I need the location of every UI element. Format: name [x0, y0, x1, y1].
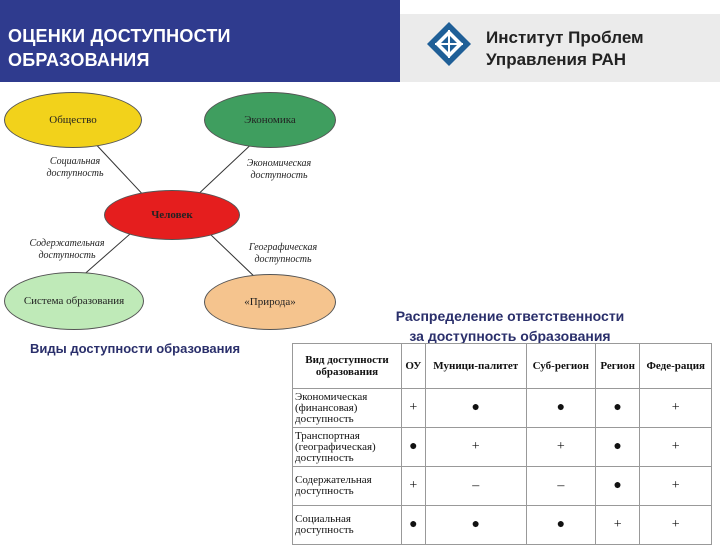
row-label: Социальная доступность	[293, 506, 402, 545]
node-education-system: Система образования	[4, 272, 144, 330]
table-cell: +	[425, 428, 526, 467]
table-cell: ●	[402, 428, 426, 467]
header-title-block	[0, 0, 400, 82]
node-economy: Экономика	[204, 92, 336, 148]
column-header: Регион	[595, 344, 640, 389]
table-cell: ●	[526, 389, 595, 428]
row-label: Экономическая (финансовая) доступность	[293, 389, 402, 428]
table-cell: ●	[402, 506, 426, 545]
table-cell: ●	[526, 506, 595, 545]
header-title-line1: ОЦЕНКИ ДОСТУПНОСТИ	[8, 26, 231, 46]
table-cell: –	[526, 467, 595, 506]
table-cell: +	[640, 506, 712, 545]
label-content-accessibility: Содержательная доступность	[29, 238, 105, 261]
table-row	[293, 389, 712, 428]
table-cell: +	[595, 506, 640, 545]
table-cell: +	[640, 389, 712, 428]
responsibility-title-line1: Распределение ответственности	[395, 308, 625, 324]
responsibility-table	[292, 343, 712, 545]
column-header: Феде-рация	[640, 344, 712, 389]
node-nature: «Природа»	[204, 274, 336, 330]
column-header: Муници-палитет	[425, 344, 526, 389]
label-geographic-accessibility: Географическая доступность	[248, 242, 318, 265]
table-cell: +	[402, 389, 426, 428]
table-cell: ●	[595, 428, 640, 467]
table-cell: +	[640, 467, 712, 506]
table-cell: ●	[595, 467, 640, 506]
node-person: Человек	[104, 190, 240, 240]
table-cell: ●	[595, 389, 640, 428]
table-row	[293, 428, 712, 467]
table-cell: ●	[425, 506, 526, 545]
label-social-accessibility: Социальная доступность	[46, 156, 104, 179]
table-cell: +	[640, 428, 712, 467]
responsibility-title	[360, 306, 660, 346]
label-economic-accessibility: Экономическая доступность	[246, 158, 312, 181]
table-header-row	[293, 344, 712, 389]
institute-logo-icon	[426, 21, 472, 67]
institute-block	[400, 14, 720, 82]
table-row	[293, 467, 712, 506]
table-cell: ●	[425, 389, 526, 428]
institute-name-line1: Институт Проблем	[486, 28, 644, 47]
column-header: ОУ	[402, 344, 426, 389]
table-cell: –	[425, 467, 526, 506]
institute-name-line2: Управления РАН	[486, 50, 627, 69]
column-header: Вид доступности образования	[293, 344, 402, 389]
accessibility-diagram	[0, 82, 340, 342]
table-cell: +	[402, 467, 426, 506]
header-title-line2: ОБРАЗОВАНИЯ	[8, 50, 150, 70]
row-label: Транспортная (географическая) доступность	[293, 428, 402, 467]
row-label: Содержательная доступность	[293, 467, 402, 506]
responsibility-title-line2: за доступность образования	[409, 328, 611, 344]
diagram-caption: Виды доступности образования	[30, 341, 241, 356]
table-row	[293, 506, 712, 545]
node-society: Общество	[4, 92, 142, 148]
column-header: Суб-регион	[526, 344, 595, 389]
table-cell: +	[526, 428, 595, 467]
